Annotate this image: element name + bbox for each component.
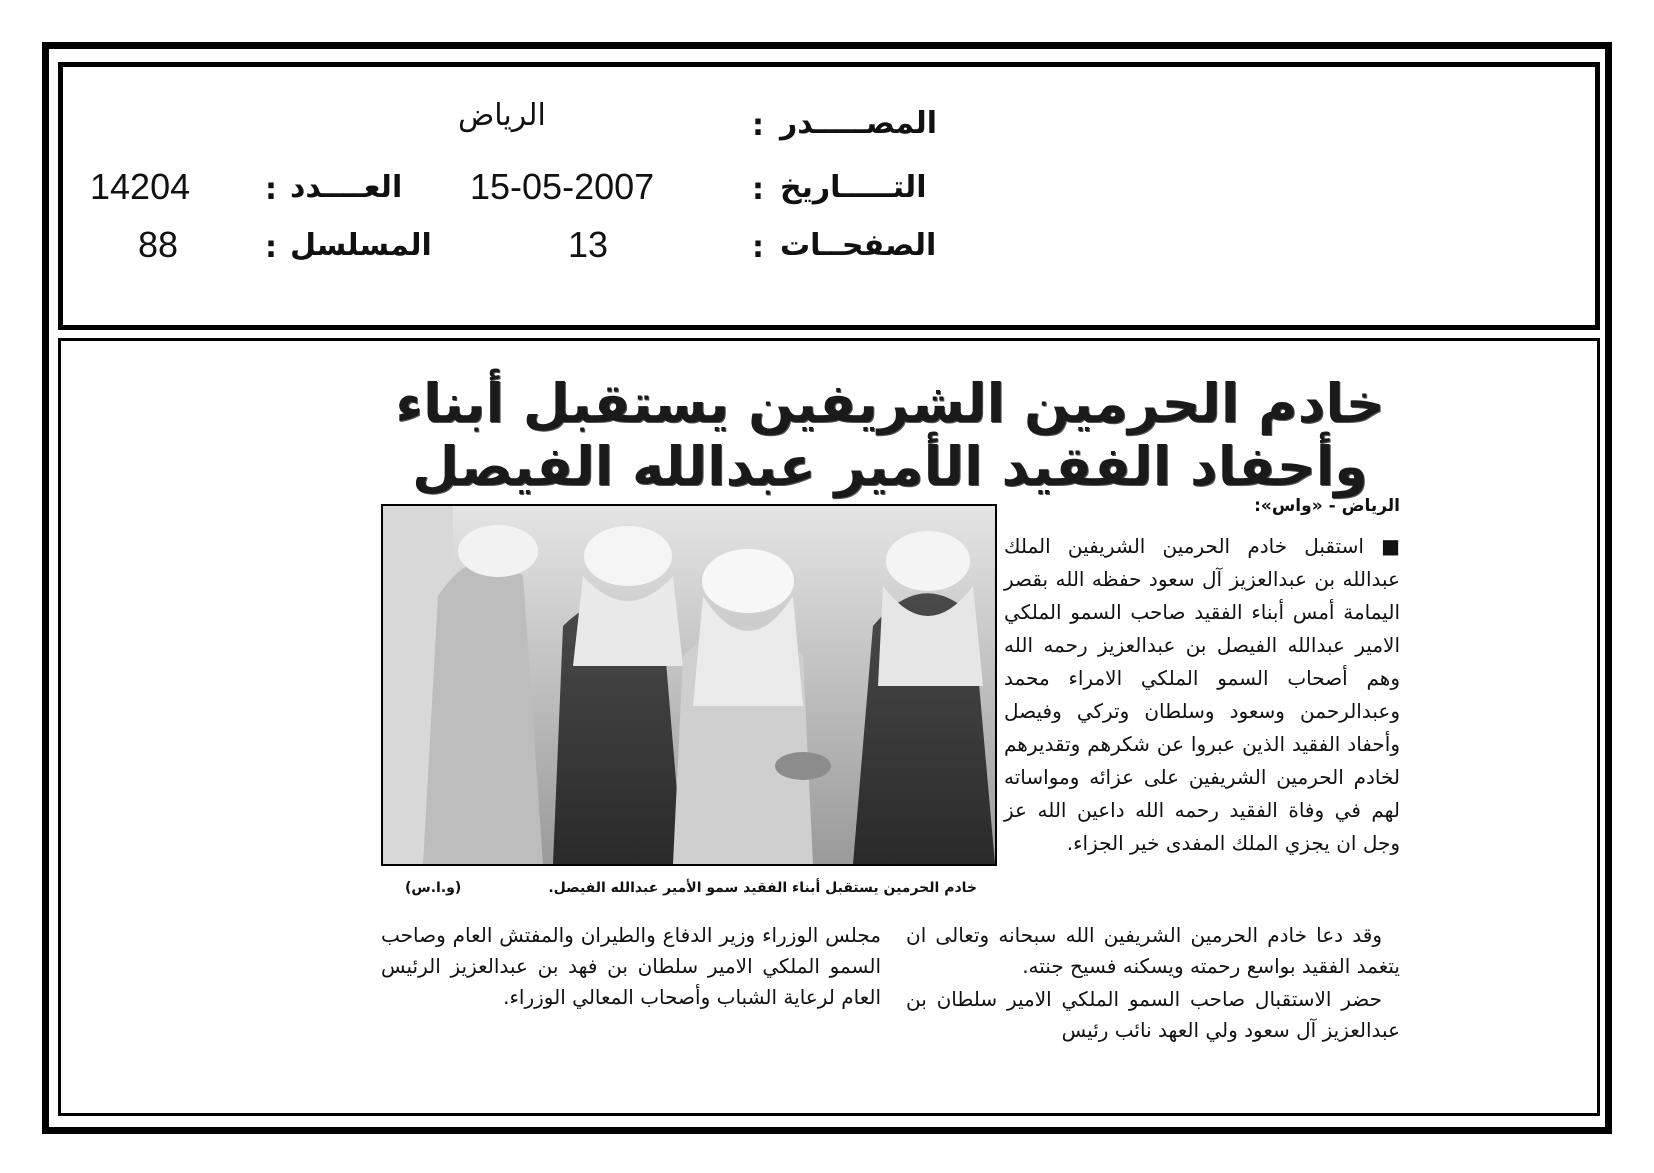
caption-text: خادم الحرمين يستقبل أبناء الفقيد سمو الأمير عبدالله الفيصل. <box>548 880 977 896</box>
pages-value: 13 <box>568 224 609 265</box>
article-headline: خادم الحرمين الشريفين يستقبل أبناء وأحفاد الفقيد الأمير عبدالله الفيصل <box>395 372 1385 498</box>
date-colon: : <box>752 172 764 207</box>
date-value: 15-05-2007 <box>470 166 655 207</box>
source-label: المصـــــدر <box>780 106 938 141</box>
article-column-bottom-left <box>381 920 881 1015</box>
paragraph-3: حضر الاستقبال صاحب السمو الملكي الامير سلطان بن عبدالعزيز آل سعود ولي العهد نائب رئيس <box>906 987 1400 1042</box>
issue-value: 14204 <box>90 166 191 207</box>
article-column-bottom-right <box>906 920 1400 1048</box>
photo-credit: (و.ا.س) <box>405 880 462 896</box>
pages-colon: : <box>752 230 764 265</box>
paragraph-1: ■ استقبل خادم الحرمين الشريفين الملك عبدالله بن عبدالعزيز آل سعود حفظه الله بقصر اليمامة أمس أبناء الفقيد صاحب السمو الملكي الامير عبدالله الفيصل بن عبدالعزيز رحمه الله وهم أصحاب السمو الملكي الامراء محمد وعبدالرحمن وسعود وسلطان وتركي وفيصل وأحفاد الفقيد الذين عبروا عن شكرهم وتقديرهم لخادم الحرمين الشريفين على عزائه ومواساته لهم في وفاة الفقيد رحمه الله داعين الله عز وجل ان يجزي الملك المفدى خير الجزاء. <box>1004 534 1400 855</box>
source-colon: : <box>752 108 764 143</box>
news-photo <box>381 504 997 866</box>
pages-label: الصفحــات <box>780 228 937 263</box>
article-column-right <box>1004 530 1400 862</box>
issue-label: العــــدد <box>290 170 403 205</box>
issue-colon: : <box>265 172 277 207</box>
photo-illustration <box>383 506 995 864</box>
serial-value: 88 <box>138 224 179 265</box>
paragraph-4: مجلس الوزراء وزير الدفاع والطيران والمفتش العام وصاحب السمو الملكي الامير سلطان بن فهد بن عبدالعزيز الرئيس العام لرعاية الشباب وأصحاب المعالي الوزراء. <box>381 923 881 1009</box>
source-value: الرياض <box>458 98 546 133</box>
paragraph-2: وقد دعا خادم الحرمين الشريفين الله سبحانه وتعالى ان يتغمد الفقيد بواسع رحمته ويسكنه فسيح جنته. <box>906 923 1400 978</box>
serial-colon: : <box>265 230 277 265</box>
article-dateline: الرياض - «واس»: <box>1254 496 1400 516</box>
serial-label: المسلسل <box>290 228 432 263</box>
date-label: التـــــاريخ <box>780 170 927 205</box>
